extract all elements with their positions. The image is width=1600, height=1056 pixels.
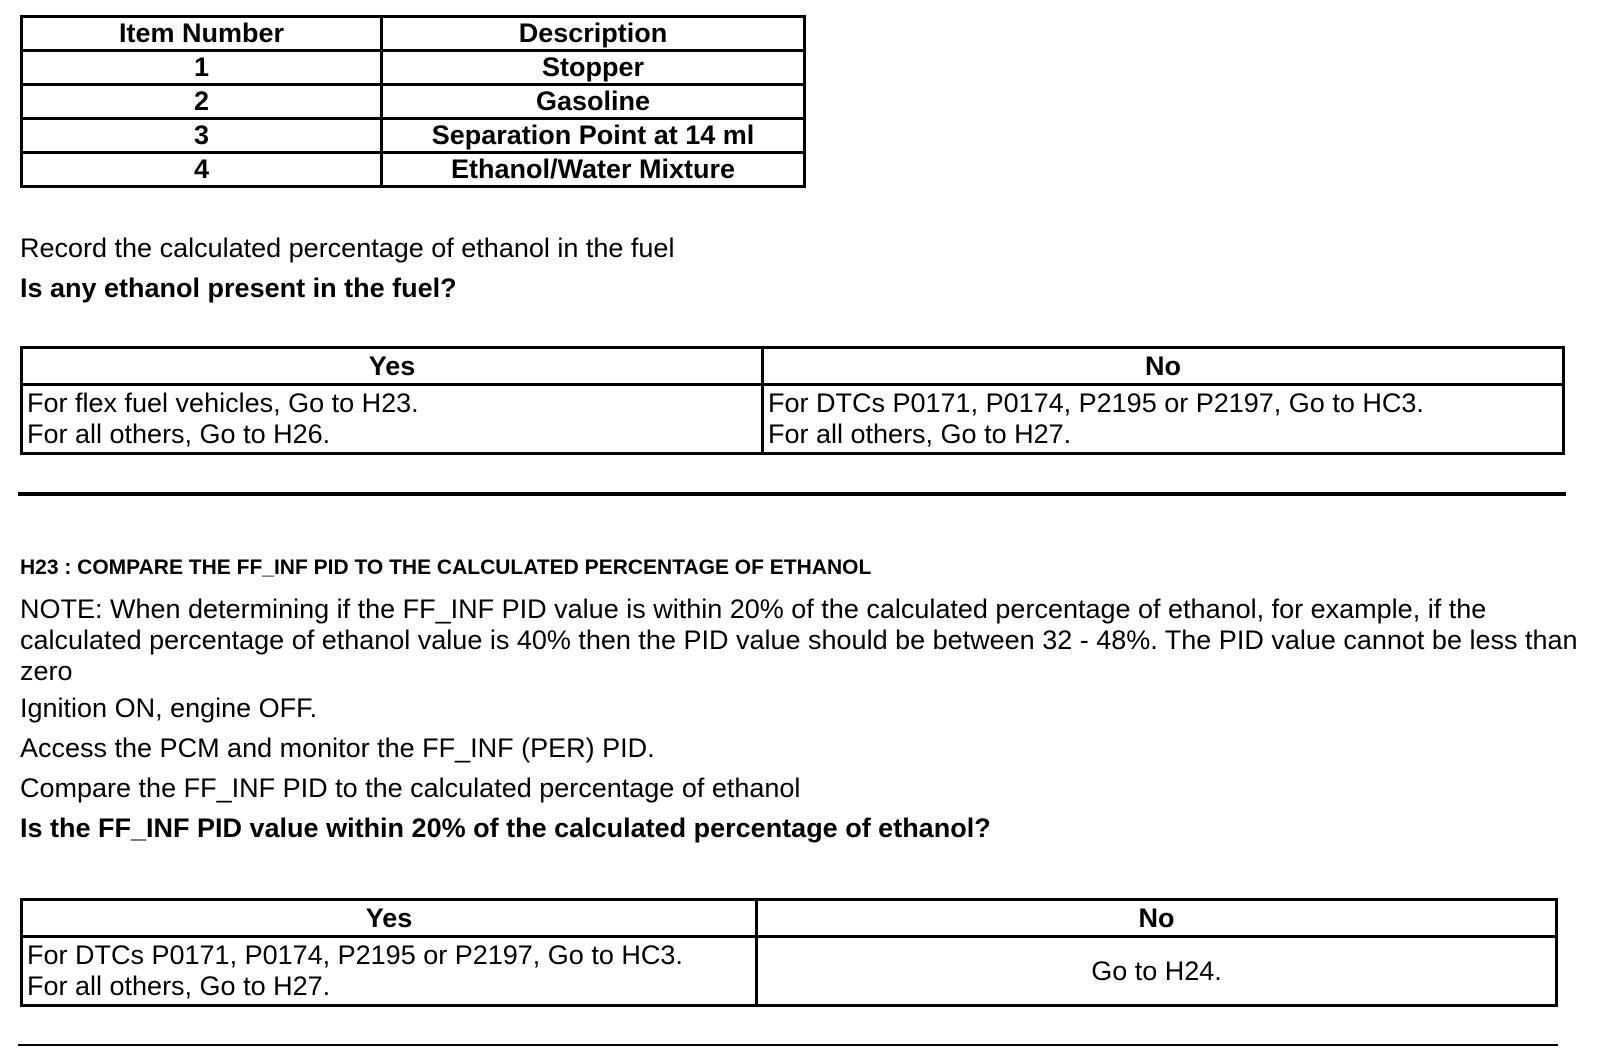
header-description: Description [382,17,805,51]
no-line: For all others, Go to H27. [768,419,1072,449]
header-item-number: Item Number [22,17,382,51]
step-text: Ignition ON, engine OFF. [20,693,318,723]
section-divider [18,492,1566,496]
yes-cell [22,937,757,1006]
no-cell: Go to H24. [757,937,1557,1006]
section-divider [18,1044,1558,1046]
table-row [22,119,805,153]
no-header: No [757,900,1557,937]
yes-line: For DTCs P0171, P0174, P2195 or P2197, Go to HC3. [27,940,683,970]
table-header-row [22,348,1564,385]
ethanol-question: Is any ethanol present in the fuel? [20,273,457,303]
no-cell [763,385,1564,454]
yes-line: For all others, Go to H26. [27,419,331,449]
h23-note: NOTE: When determining if the FF_INF PID value is within 20% of the calculated percentage of ethanol, for example, if the calculated percentage of ethanol value is 40% then the PID value should be between 32 - 48%. The PID value cannot be less than zero [20,594,1578,686]
item-number: 1 [22,51,382,85]
item-number: 4 [22,153,382,187]
no-header: No [763,348,1564,385]
ethanol-result-table [20,346,1565,455]
item-description: Stopper [382,51,805,85]
items-table [20,15,806,188]
item-description: Ethanol/Water Mixture [382,153,805,187]
yes-header: Yes [22,900,757,937]
table-header-row [22,17,805,51]
ff-inf-question: Is the FF_INF PID value within 20% of the calculated percentage of ethanol? [20,813,991,843]
item-number: 3 [22,119,382,153]
ff-inf-result-table [20,898,1558,1007]
table-row [22,937,1557,1006]
table-row [22,85,805,119]
yes-line: For all others, Go to H27. [27,971,331,1001]
item-description: Separation Point at 14 ml [382,119,805,153]
item-number: 2 [22,85,382,119]
h23-heading: H23 : COMPARE THE FF_INF PID TO THE CALCULATED PERCENTAGE OF ETHANOL [20,556,872,579]
step-text: Access the PCM and monitor the FF_INF (PER) PID. [20,733,655,763]
table-header-row [22,900,1557,937]
table-row [22,51,805,85]
table-row [22,385,1564,454]
table-row [22,153,805,187]
yes-cell [22,385,763,454]
record-instruction: Record the calculated percentage of ethanol in the fuel [20,233,675,263]
yes-line: For flex fuel vehicles, Go to H23. [27,388,419,418]
item-description: Gasoline [382,85,805,119]
step-text: Compare the FF_INF PID to the calculated percentage of ethanol [20,773,801,803]
yes-header: Yes [22,348,763,385]
no-line: For DTCs P0171, P0174, P2195 or P2197, Go to HC3. [768,388,1424,418]
